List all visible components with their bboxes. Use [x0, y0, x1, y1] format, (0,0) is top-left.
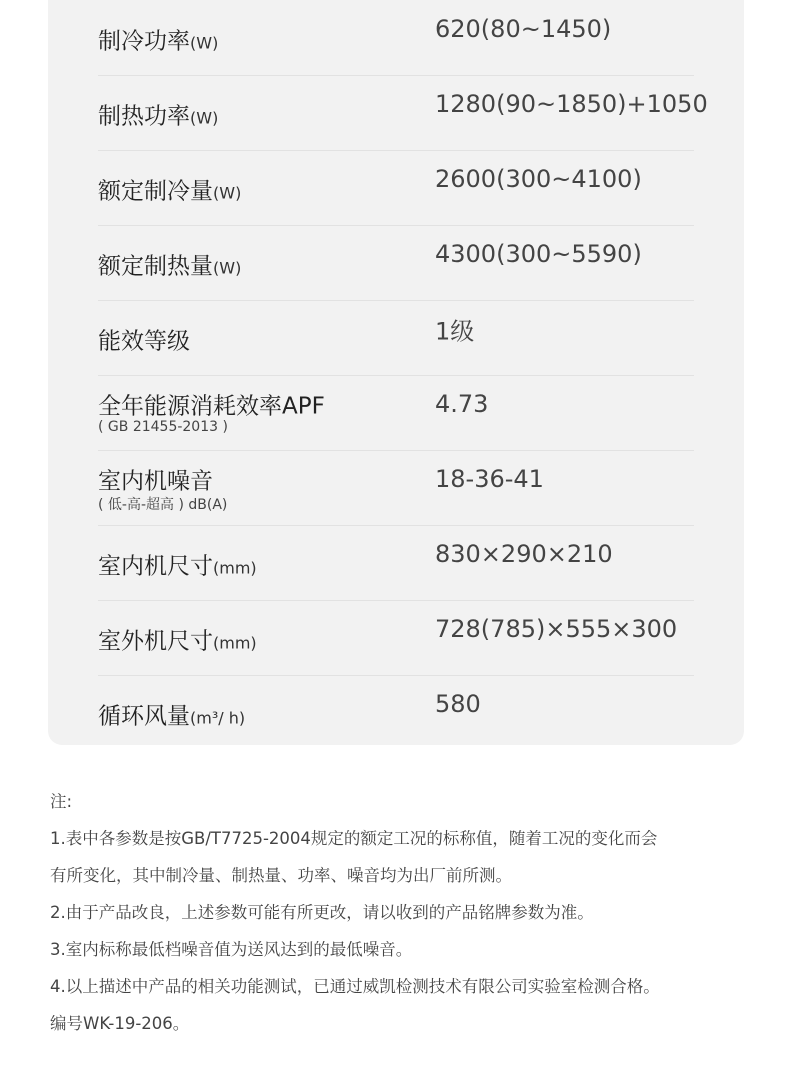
spec-value: 1级	[435, 317, 475, 346]
spec-label	[98, 675, 428, 750]
spec-label-text: 制热功率	[98, 103, 190, 130]
spec-label-text: 全年能源消耗效率APF	[98, 393, 325, 420]
spec-value: 1280(90~1850)+1050	[435, 90, 708, 118]
spec-label	[98, 225, 428, 300]
spec-label-text: 能效等级	[98, 328, 190, 355]
spec-row-rated-cooling	[98, 150, 694, 226]
spec-row-rated-heating	[98, 225, 694, 301]
spec-value: 620(80~1450)	[435, 15, 612, 43]
spec-label	[98, 75, 428, 150]
note-line: 1.表中各参数是按GB/T7725-2004规定的额定工况的标称值，随着工况的变化而会	[50, 829, 658, 848]
spec-value: 2600(300~4100)	[435, 165, 642, 193]
spec-label-text: 额定制热量	[98, 253, 213, 280]
spec-unit: (mm)	[213, 633, 257, 653]
spec-label	[98, 600, 428, 675]
spec-label-text: 额定制冷量	[98, 178, 213, 205]
spec-unit: (W)	[213, 258, 242, 278]
spec-row-airflow	[98, 675, 694, 750]
spec-label-text: 制冷功率	[98, 28, 190, 55]
note-line: 4.以上描述中产品的相关功能测试，已通过威凯检测技术有限公司实验室检测合格。	[50, 977, 660, 996]
spec-label	[98, 150, 428, 225]
spec-row-apf	[98, 375, 694, 451]
spec-value: 4.73	[435, 390, 489, 418]
note-line: 2.由于产品改良，上述参数可能有所更改，请以收到的产品铭牌参数为准。	[50, 903, 594, 922]
spec-label	[98, 300, 428, 375]
spec-row-cooling-power	[98, 0, 694, 76]
spec-label-text: 室内机噪音	[98, 468, 213, 495]
spec-unit: (W)	[190, 108, 219, 128]
spec-label-text: 室内机尺寸	[98, 553, 213, 580]
spec-label	[98, 525, 428, 600]
spec-row-energy-grade	[98, 300, 694, 376]
spec-row-outdoor-size	[98, 600, 694, 676]
spec-label	[98, 375, 428, 450]
spec-sublabel: ( 低-高-超高 ) dB(A)	[98, 497, 228, 513]
spec-row-heating-power	[98, 75, 708, 151]
spec-label-text: 室外机尺寸	[98, 628, 213, 655]
spec-label	[98, 450, 428, 525]
note-line: 编号WK-19-206。	[50, 1014, 190, 1033]
spec-unit: (mm)	[213, 558, 257, 578]
spec-value: 728(785)×555×300	[435, 615, 678, 643]
spec-value: 830×290×210	[435, 540, 613, 568]
note-line: 有所变化，其中制冷量、制热量、功率、噪音均为出厂前所测。	[50, 866, 512, 885]
spec-unit: (m³/ h)	[190, 708, 246, 728]
spec-label-text: 循环风量	[98, 703, 190, 730]
spec-sublabel: ( GB 21455-2013 )	[98, 419, 228, 435]
notes-section	[50, 788, 750, 1047]
spec-value: 4300(300~5590)	[435, 240, 642, 268]
spec-label	[98, 0, 428, 75]
note-line: 3.室内标称最低档噪音值为送风达到的最低噪音。	[50, 940, 413, 959]
spec-value: 18-36-41	[435, 465, 544, 493]
spec-value: 580	[435, 690, 481, 718]
spec-row-indoor-noise	[98, 450, 694, 526]
spec-unit: (W)	[190, 33, 219, 53]
spec-row-indoor-size	[98, 525, 694, 601]
spec-table	[48, 0, 744, 745]
spec-unit: (W)	[213, 183, 242, 203]
notes-title: 注:	[50, 792, 73, 811]
